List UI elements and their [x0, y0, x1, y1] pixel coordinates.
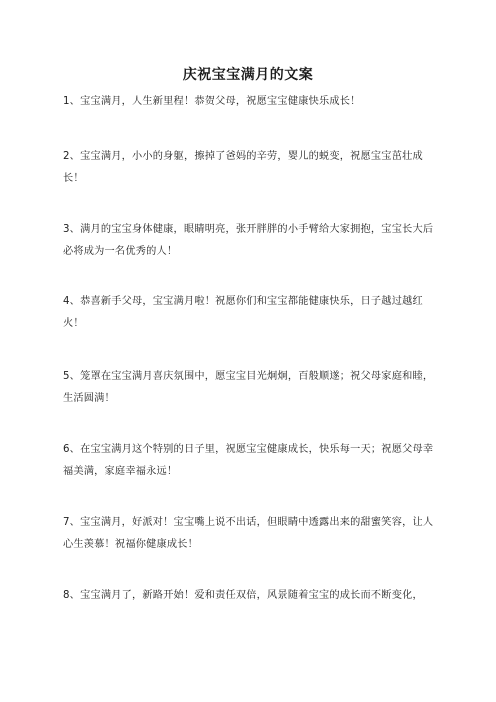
paragraph-6: 6、在宝宝满月这个特别的日子里，祝愿宝宝健康成长，快乐每一天；祝愿父母幸福美满，家庭幸福永远！	[63, 444, 434, 477]
paragraph-8: 8、宝宝满月了，新路开始！爱和责任双倍，风景随着宝宝的成长而不断变化，	[63, 590, 423, 601]
document-title: 庆祝宝宝满月的文案	[182, 67, 314, 83]
paragraph-1: 1、宝宝满月，人生新里程！恭贺父母，祝愿宝宝健康快乐成长！	[63, 96, 361, 107]
paragraph-3: 3、满月的宝宝身体健康，眼睛明亮，张开胖胖的小手臂给大家拥抱，宝宝长大后必将成为一名优秀的人！	[63, 224, 434, 257]
paragraph-7: 7、宝宝满月，好派对！宝宝嘴上说不出话，但眼睛中透露出来的甜蜜笑容，让人心生羡慕！祝福你健康成长！	[63, 517, 434, 550]
paragraph-5: 5、笼罩在宝宝满月喜庆氛围中，愿宝宝目光炯炯，百般顺遂；祝父母家庭和睦，生活圆满！	[63, 371, 434, 404]
paragraph-2: 2、宝宝满月，小小的身躯，擦掉了爸妈的辛劳，婴儿的蜕变，祝愿宝宝茁壮成长！	[63, 151, 423, 184]
paragraph-4: 4、恭喜新手父母，宝宝满月啦！祝愿你们和宝宝都能健康快乐，日子越过越红火！	[63, 296, 423, 329]
